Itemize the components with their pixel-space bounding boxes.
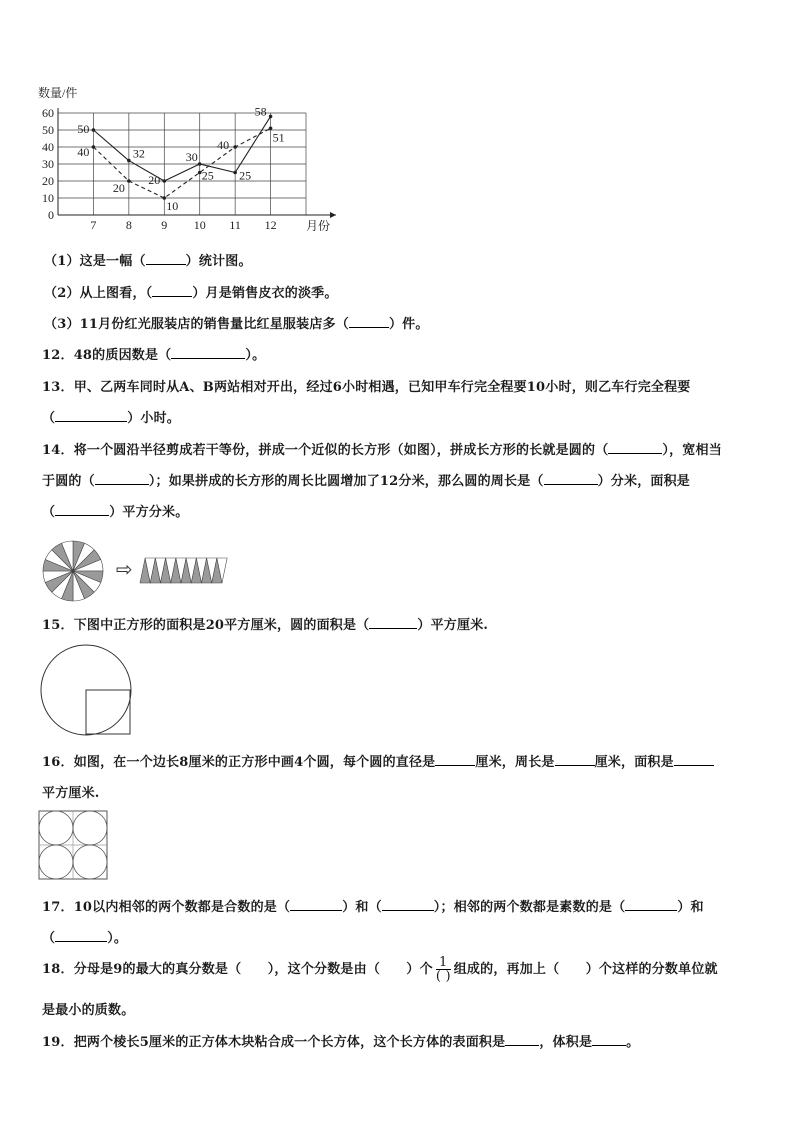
circle-square-figure: [38, 643, 138, 739]
y-tick-label: 50: [42, 123, 54, 137]
answer-blank[interactable]: [592, 1034, 626, 1046]
answer-blank[interactable]: [608, 442, 662, 454]
data-label: 25: [239, 168, 252, 183]
rearranged-rectangle: [140, 558, 227, 583]
data-point: [92, 128, 96, 132]
x-axis-arrow: [330, 212, 336, 218]
answer-blank[interactable]: [555, 754, 595, 766]
data-label: 20: [112, 181, 125, 195]
y-tick-label: 10: [42, 191, 54, 205]
data-point: [233, 171, 237, 175]
square-shape: [86, 690, 130, 734]
question-17-line2: （ ）。: [42, 931, 128, 946]
data-labels: [77, 104, 284, 213]
x-tick-label: 8: [125, 218, 132, 232]
x-axis-label: 月份: [306, 219, 331, 233]
y-tick-label: 40: [42, 140, 54, 154]
question-17-line1: 17．10以内相邻的两个数都是合数的是（ ）和（ ）；相邻的两个数都是素数的是（ ）和: [42, 900, 704, 915]
data-label: 58: [254, 104, 267, 119]
y-tick-labels: [42, 106, 54, 222]
x-tick-label: 9: [161, 218, 168, 232]
data-label: 10: [166, 199, 179, 213]
y-tick-label: 60: [42, 106, 54, 120]
answer-blank[interactable]: [382, 899, 434, 911]
arrow-icon: ⇨: [116, 557, 133, 581]
question-15: 15．下图中正方形的面积是20平方厘米，圆的面积是（ ）平方厘米.: [42, 618, 489, 633]
sales-line-chart: [34, 84, 344, 234]
answer-blank[interactable]: [55, 930, 107, 942]
circle-to-rectangle-figure: [40, 531, 240, 613]
question-14-line2: 于圆的（ ）；如果拼成的长方形的周长比圆增加了12分米，那么圆的周长是（ ）分米，面积是: [42, 474, 691, 489]
answer-blank[interactable]: [95, 473, 149, 485]
answer-blank[interactable]: [349, 316, 389, 328]
data-label: 32: [132, 146, 145, 161]
answer-blank[interactable]: [625, 899, 677, 911]
y-tick-label: 20: [42, 174, 54, 188]
data-point: [162, 179, 166, 183]
data-label: 30: [185, 150, 198, 164]
question-19: 19．把两个棱长5厘米的正方体木块粘合成一个长方体，这个长方体的表面积是 ，体积是 。: [42, 1035, 640, 1050]
question-14-line1: 14．将一个圆沿半径剪成若干等份，拼成一个近似的长方形（如图），拼成长方形的长就是圆的（ ），宽相当: [42, 443, 722, 458]
data-label: 40: [77, 145, 90, 159]
question-12: 12．48的质因数是（ ）。: [42, 348, 266, 363]
question-18-line2: 是最小的质数。: [42, 1003, 135, 1018]
q11-part2: （2）从上图看，（ ）月是销售皮衣的淡季。: [44, 286, 338, 301]
question-16-line1: 16．如图，在一个边长8厘米的正方形中画4个圆，每个圆的直径是 厘米，周长是 厘米，面积是: [42, 751, 714, 770]
question-18-line1: 18．分母是9的最大的真分数是（ ），这个分数是由（ ）个 $\frac{1}{( )}$ 组成的，再加上（ ）个这样的分数单位就: [42, 955, 718, 984]
y-tick-label: 0: [48, 208, 54, 222]
x-tick-label: 11: [229, 218, 241, 232]
x-tick-labels: [90, 218, 276, 232]
unit-fraction: $\frac{1}{( )}$: [435, 955, 451, 984]
data-point: [233, 145, 237, 149]
answer-blank[interactable]: [369, 617, 417, 629]
question-16-line2: 平方厘米.: [42, 786, 100, 801]
data-point: [92, 145, 96, 149]
x-tick-label: 10: [193, 218, 206, 232]
answer-blank[interactable]: [55, 504, 109, 516]
answer-blank[interactable]: [171, 347, 245, 359]
answer-blank[interactable]: [435, 754, 475, 766]
question-13-line2: （ ）小时。: [42, 411, 181, 426]
data-point: [127, 179, 131, 183]
q11-part3: （3）11月份红光服装店的销售量比红星服装店多（ ）件。: [44, 317, 429, 332]
data-point: [198, 162, 202, 166]
answer-blank[interactable]: [55, 410, 127, 422]
answer-blank[interactable]: [146, 253, 186, 265]
answer-blank[interactable]: [544, 473, 598, 485]
answer-blank[interactable]: [505, 1034, 539, 1046]
question-13-line1: 13．甲、乙两车同时从A、B两站相对开出，经过6小时相遇，已知甲车行完全程要10小时，则乙车行完全程要: [42, 380, 691, 395]
question-14-line3: （ ）平方分米。: [42, 505, 189, 520]
q11-part1: （1）这是一幅（ ）统计图。: [44, 254, 252, 269]
answer-blank[interactable]: [152, 285, 192, 297]
data-point: [269, 115, 273, 119]
y-tick-label: 30: [42, 157, 54, 171]
x-tick-label: 12: [264, 218, 277, 232]
answer-blank[interactable]: [674, 754, 714, 766]
data-label: 20: [148, 173, 161, 187]
data-label: 25: [201, 168, 214, 183]
data-label: 50: [77, 122, 90, 136]
circle-sectors: [43, 541, 103, 601]
four-circles-figure: [38, 810, 110, 880]
answer-blank[interactable]: [290, 899, 342, 911]
data-point: [127, 159, 131, 163]
data-label: 40: [217, 138, 230, 152]
data-label: 51: [272, 130, 285, 145]
y-axis-label: 数量/件: [38, 86, 78, 100]
x-tick-label: 7: [90, 218, 97, 232]
